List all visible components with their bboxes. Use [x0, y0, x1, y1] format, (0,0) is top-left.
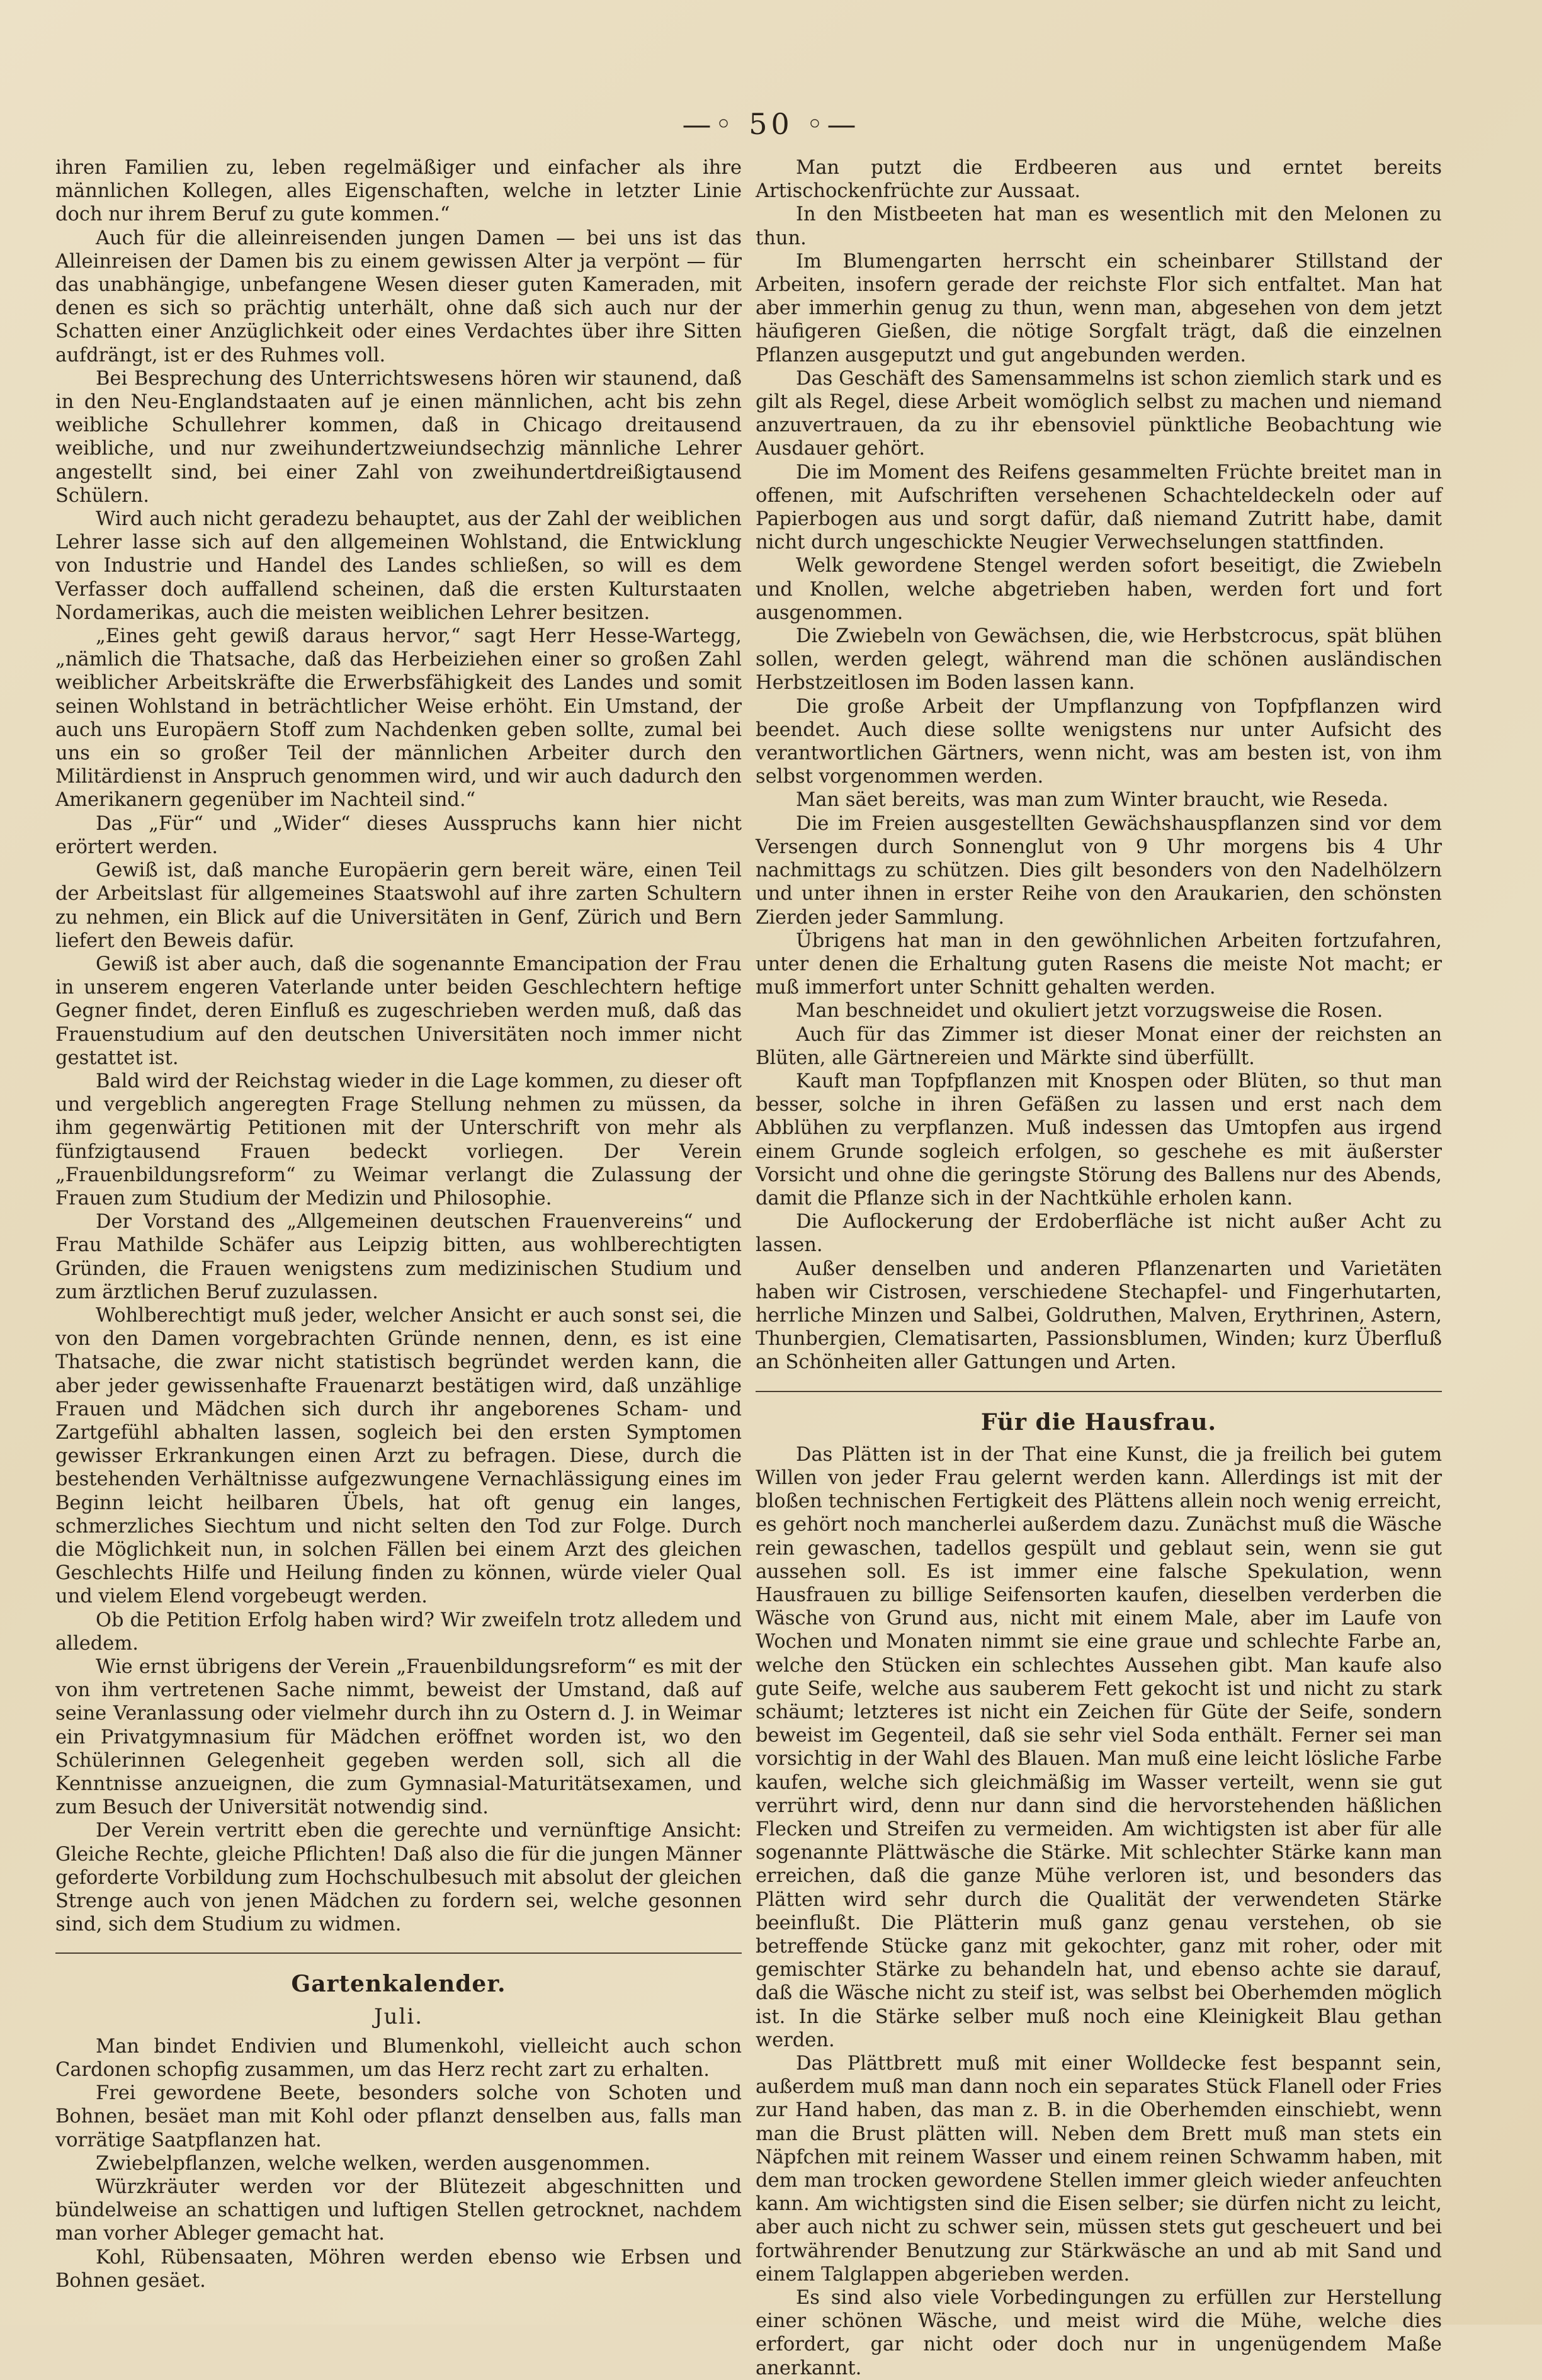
paragraph: Man bindet Endivien und Blumenkohl, vielleicht auch schon Cardonen schopfig zusammen, um das Herz recht zart zu erhalten. [55, 2035, 742, 2082]
paragraph: Das Plättbrett muß mit einer Wolldecke fest bespannt sein, außerdem muß man dann noch ein separates Stück Flanell oder Fries zur Hand haben, das man z. B. in die Oberhemden einschiebt, wenn man die Brust plätten will. Neben dem Brett muß man stets ein Näpfchen mit reinem Wasser und einem reinen Schwamm haben, mit dem man trocken gewordene Stellen immer gleich wieder anfeuchten kann. Am wichtigsten sind die Eisen selber; sie dürfen nicht zu leicht, aber auch nicht zu schwer sein, müssen stets gut gescheuert und bei fortwährender Benutzung zur Stärkwäsche an und ab mit Sand und einem Talglappen abgerieben werden. [756, 2053, 1442, 2286]
paragraph: Außer denselben und anderen Pflanzenarten und Varietäten haben wir Cistrosen, verschiedene Stechapfel- und Fingerhutarten, herrliche Minzen und Salbei, Goldruthen, Malven, Erythrinen, Astern, Thunbergien, Clematisarten, Passionsblumen, Winden; kurz Überfluß an Schönheiten aller Gattungen und Arten. [756, 1257, 1442, 1374]
paragraph: Wohlberechtigt muß jeder, welcher Ansicht er auch sonst sei, die von den Damen vorgebrachten Gründe nennen, denn, es ist eine Thatsache, die zwar nicht statistisch begründet werden kann, die aber jeder gewissenhafte Frauenarzt bestätigen wird, daß unzählige Frauen und Mädchen sich durch ihr angeborenes Scham- und Zartgefühl abhalten lassen, sogleich bei den ersten Symptomen gewisser Erkrankungen einen Arzt zu befragen. Diese, durch die bestehenden Verhältnisse aufgezwungene Vernachlässigung eines im Beginn leicht heilbaren Übels, hat oft genug ein langes, schmerzliches Siechtum und nicht selten den Tod zur Folge. Durch die Möglichkeit nun, in solchen Fällen bei einem Arzt des gleichen Geschlechts Hilfe und Heilung finden zu können, würde vieler Qual und vielem Elend vorgebeugt werden. [55, 1304, 742, 1608]
ornament-right: ◦— [806, 107, 860, 141]
paragraph: Wird auch nicht geradezu behauptet, aus der Zahl der weiblichen Lehrer lasse sich auf den allgemeinen Wohlstand, die Entwicklung von Industrie und Handel des Landes schließen, so will es dem Verfasser doch auffallend scheinen, daß die ersten Kulturstaaten Nordamerikas, auch die meisten weiblichen Lehrer besitzen. [55, 508, 742, 624]
garden-calendar-heading: Gartenkalender. [291, 1971, 506, 1998]
paragraph: Die Auflockerung der Erdoberfläche ist nicht außer Acht zu lassen. [756, 1211, 1442, 1257]
paragraph: Gewiß ist aber auch, daß die sogenannte Emancipation der Frau in unserem engeren Vaterlande unter beiden Geschlechtern heftige Gegner findet, deren Einfluß es zugeschrieben werden muß, daß das Frauenstudium auf den deutschen Universitäten noch immer nicht gestattet ist. [55, 953, 742, 1069]
paragraph: Auch für die alleinreisenden jungen Damen — bei uns ist das Alleinreisen der Damen bis zu einem gewissen Alter ja verpönt — für das unabhängige, unbefangene Wesen dieser guten Kameraden, mit denen es sich so prächtig unterhält, ohne daß sich auch nur der Schatten einer Anzüglichkeit oder eines Verdachtes über ihre Sitten aufdrängt, ist er des Ruhmes voll. [55, 227, 742, 366]
paragraph: Würzkräuter werden vor der Blütezeit abgeschnitten und bündelweise an schattigen und luftigen Stellen getrocknet, nachdem man vorher Ableger gemacht hat. [55, 2176, 742, 2245]
paragraph: Bald wird der Reichstag wieder in die Lage kommen, zu dieser oft und vergeblich angeregten Frage Stellung nehmen zu müssen, da ihm gegenwärtig Petitionen mit der Unterschrift von mehr als fünfzigtausend Frauen bedeckt vorliegen. Der Verein „Frauenbildungsreform“ zu Weimar verlangt die Zulassung der Frauen zum Studium der Medizin und Philosophie. [55, 1070, 742, 1210]
paragraph: ihren Familien zu, leben regelmäßiger und einfacher als ihre männlichen Kollegen, alles Eigenschaften, welche in letzter Linie doch nur ihrem Beruf zu gute kommen.“ [55, 157, 742, 226]
paragraph: Wie ernst übrigens der Verein „Frauenbildungsreform“ es mit der von ihm vertretenen Sache nimmt, beweist der Umstand, daß auf seine Veranlassung oder vielmehr durch ihn zu Ostern d. J. in Weimar ein Privatgymnasium für Mädchen eröffnet worden ist, wo den Schülerinnen Gelegenheit gegeben werden soll, sich all die Kenntnisse anzueignen, die zum Gymnasial-Maturitätsexamen, und zum Besuch der Universität notwendig sind. [55, 1656, 742, 1819]
paragraph: Es sind also viele Vorbedingungen zu erfüllen zur Herstellung einer schönen Wäsche, und meist wird die Mühe, welche dies erfordert, gar nicht oder doch nur in ungenügendem Maße anerkannt. [756, 2287, 1442, 2379]
paragraph: Die im Moment des Reifens gesammelten Früchte breitet man in offenen, mit Aufschriften versehenen Schachteldeckeln oder auf Papierbogen aus und sorgt dafür, daß niemand Zutritt habe, damit nicht durch ungeschickte Neugier Verwechselungen stattfinden. [756, 461, 1442, 554]
paragraph: Frei gewordene Beete, besonders solche von Schoten und Bohnen, besäet man mit Kohl oder pflanzt denselben aus, falls man vorrätige Saatpflanzen hat. [55, 2082, 742, 2151]
paragraph: Zwiebelpflanzen, welche welken, werden ausgenommen. [96, 2152, 651, 2175]
left-column [55, 156, 742, 2292]
paragraph: Das Geschäft des Samensammelns ist schon ziemlich stark und es gilt als Regel, diese Arbeit womöglich selbst zu machen und niemand anzuvertrauen, da zu ihr ebensoviel pünktliche Beobachtung wie Ausdauer gehört. [756, 367, 1442, 460]
paragraph: Kohl, Rübensaaten, Möhren werden ebenso wie Erbsen und Bohnen gesäet. [55, 2246, 742, 2292]
paragraph: Der Vorstand des „Allgemeinen deutschen Frauenvereins“ und Frau Mathilde Schäfer aus Leipzig bitten, aus wohlberechtigten Gründen, die Frauen wenigstens zum medizinischen Studium und zum ärztlichen Beruf zuzulassen. [55, 1211, 742, 1303]
paragraph: Ob die Petition Erfolg haben wird? Wir zweifeln trotz alledem und alledem. [55, 1609, 742, 1655]
paragraph: Der Verein vertritt eben die gerechte und vernünftige Ansicht: Gleiche Rechte, gleiche Pflichten! Daß also die für die jungen Männer geforderte Vorbildung zum Hochschulbesuch mit absolut der gleichen Strenge auch von jenen Mädchen zu fordern sei, welche gesonnen sind, sich dem Studium zu widmen. [55, 1820, 742, 1936]
paragraph: Man beschneidet und okuliert jetzt vorzugsweise die Rosen. [796, 1000, 1383, 1023]
housewife-heading: Für die Hausfrau. [980, 1408, 1217, 1436]
paragraph: In den Mistbeeten hat man es wesentlich mit den Melonen zu thun. [756, 203, 1442, 249]
paragraph: Bei Besprechung des Unterrichtswesens hören wir staunend, daß in den Neu-Englandstaaten auf je einen männlichen, acht bis zehn weibliche Schullehrer kommen, daß in Chicago dreitausend weibliche, und nur zweihundertzweiundsechzig männliche Lehrer angestellt sind, bei einer Zahl von zweihundertdreißigtausend Schülern. [55, 367, 742, 507]
paragraph: Welk gewordene Stengel werden sofort beseitigt, die Zwiebeln und Knollen, welche abgetrieben haben, werden fort und fort ausgenommen. [756, 555, 1442, 624]
paragraph: Das „Für“ und „Wider“ dieses Ausspruchs kann hier nicht erörtert werden. [55, 812, 742, 858]
page-number-value: 50 [749, 107, 793, 141]
paragraph: Das Plätten ist in der That eine Kunst, die ja freilich bei gutem Willen von jeder Frau gelernt werden kann. Allerdings ist mit der bloßen technischen Fertigkeit des Plättens allein noch wenig erreicht, es gehört noch mancherlei außerdem dazu. Zunächst muß die Wäsche rein gewaschen, tadellos gespült und geblaut sein, wenn sie gut aussehen soll. Es ist immer eine falsche Spekulation, wenn Hausfrauen zu billige Seifensorten kaufen, dieselben verderben die Wäsche von Grund aus, nicht mit einem Male, aber im Laufe von Wochen und Monaten nimmt sie eine graue und schlechte Farbe an, welche den Stücken ein schlechtes Aussehen gibt. Man kaufe also gute Seife, welche aus sauberem Fett gekocht ist und nicht zu stark schäumt; letzteres ist nicht ein Zeichen für Güte der Seife, sondern beweist im Gegenteil, daß sie sehr viel Soda enthält. Ferner sei man vorsichtig in der Wahl des Blauen. Man muß eine leicht lösliche Farbe kaufen, welche sich gleichmäßig im Wasser verteilt, wenn sie gut verrührt wird, denn nur dann sind die hervorstehenden häßlichen Flecken und Streifen zu vermeiden. Am wichtigsten ist aber für alle sogenannte Plättwäsche die Stärke. Mit schlechter Stärke kann man erreichen, daß die ganze Mühe verloren ist, und besonders das Plätten wird sehr durch die Qualität der verwendeten Stärke beeinflußt. Die Plätterin muß ganz genau verstehen, ob sie betreffende Stücke ganz mit gekochter, ganz mit roher, oder mit gemischter Stärke zu behandeln hat, und ebenso achte sie darauf, daß die Wäsche nicht zu steif ist, was selbst bei Oberhemden möglich ist. In die Stärke selber muß noch eine Kleinigkeit Blau gethan werden. [756, 1443, 1442, 2051]
paragraph: Gewiß ist, daß manche Europäerin gern bereit wäre, einen Teil der Arbeitslast für allgemeines Staatswohl auf ihre zarten Schultern zu nehmen, ein Blick auf die Universitäten in Genf, Zürich und Bern liefert den Beweis dafür. [55, 859, 742, 952]
paragraph: Kauft man Topfpflanzen mit Knospen oder Blüten, so thut man besser, solche in ihren Gefäßen zu lassen und erst nach dem Abblühen zu verpflanzen. Muß indessen das Umtopfen aus irgend einem Grunde sogleich erfolgen, so geschehe es mit äußerster Vorsicht und ohne die geringste Störung des Ballens nur des Abends, damit die Pflanze sich in der Nachtkühle erholen kann. [756, 1070, 1442, 1210]
ornament-left: —◦ [682, 107, 736, 141]
section-divider [756, 1391, 1442, 1392]
page-number [0, 107, 1542, 141]
paragraph: Auch für das Zimmer ist dieser Monat einer der reichsten an Blüten, alle Gärtnereien und Märkte sind überfüllt. [756, 1023, 1442, 1069]
paragraph: Man putzt die Erdbeeren aus und erntet bereits Artischockenfrüchte zur Aussaat. [756, 157, 1442, 203]
paragraph: Im Blumengarten herrscht ein scheinbarer Stillstand der Arbeiten, insofern gerade der reichste Flor sich entfaltet. Man hat aber immerhin genug zu thun, wenn man, abgesehen von dem jetzt häufigeren Gießen, die nötige Sorgfalt trägt, daß die einzelnen Pflanzen ausgeputzt und gut angebunden werden. [756, 250, 1442, 366]
paragraph: „Eines geht gewiß daraus hervor,“ sagt Herr Hesse-Wartegg, „nämlich die Thatsache, daß das Herbeiziehen einer so großen Zahl weiblicher Arbeitskräfte die Erwerbsfähigkeit des Landes und somit seinen Wohlstand in beträchtlicher Weise erhöht. Ein Umstand, der auch uns Europäern Stoff zum Nachdenken geben sollte, zumal bei uns ein so großer Teil der männlichen Arbeiter durch den Militärdienst in Anspruch genommen wird, und wir auch dadurch den Amerikanern gegenüber im Nachteil sind.“ [55, 625, 742, 812]
paragraph: Die im Freien ausgestellten Gewächshauspflanzen sind vor dem Versengen durch Sonnenglut von 9 Uhr morgens bis 4 Uhr nachmittags zu schützen. Dies gilt besonders von den Nadelhölzern und unter ihnen in erster Reihe von den Araukarien, den schönsten Zierden jeder Sammlung. [756, 812, 1442, 929]
paragraph: Die große Arbeit der Umpflanzung von Topfpflanzen wird beendet. Auch diese sollte wenigstens nur unter Aufsicht des verantwortlichen Gärtners, wenn nicht, was am besten ist, von ihm selbst vorgenommen werden. [756, 695, 1442, 788]
garden-month-heading: Juli. [373, 2003, 424, 2029]
paragraph: Man säet bereits, was man zum Winter braucht, wie Reseda. [796, 789, 1389, 812]
paragraph: Übrigens hat man in den gewöhnlichen Arbeiten fortzufahren, unter denen die Erhaltung guten Rasens die meiste Not macht; er muß immerfort unter Schnitt gehalten werden. [756, 929, 1442, 999]
paragraph: Die Zwiebeln von Gewächsen, die, wie Herbstcrocus, spät blühen sollen, werden gelegt, während man die schönen ausländischen Herbstzeitlosen im Boden lassen kann. [756, 625, 1442, 694]
section-divider [55, 1952, 742, 1954]
right-column [756, 156, 1442, 2380]
